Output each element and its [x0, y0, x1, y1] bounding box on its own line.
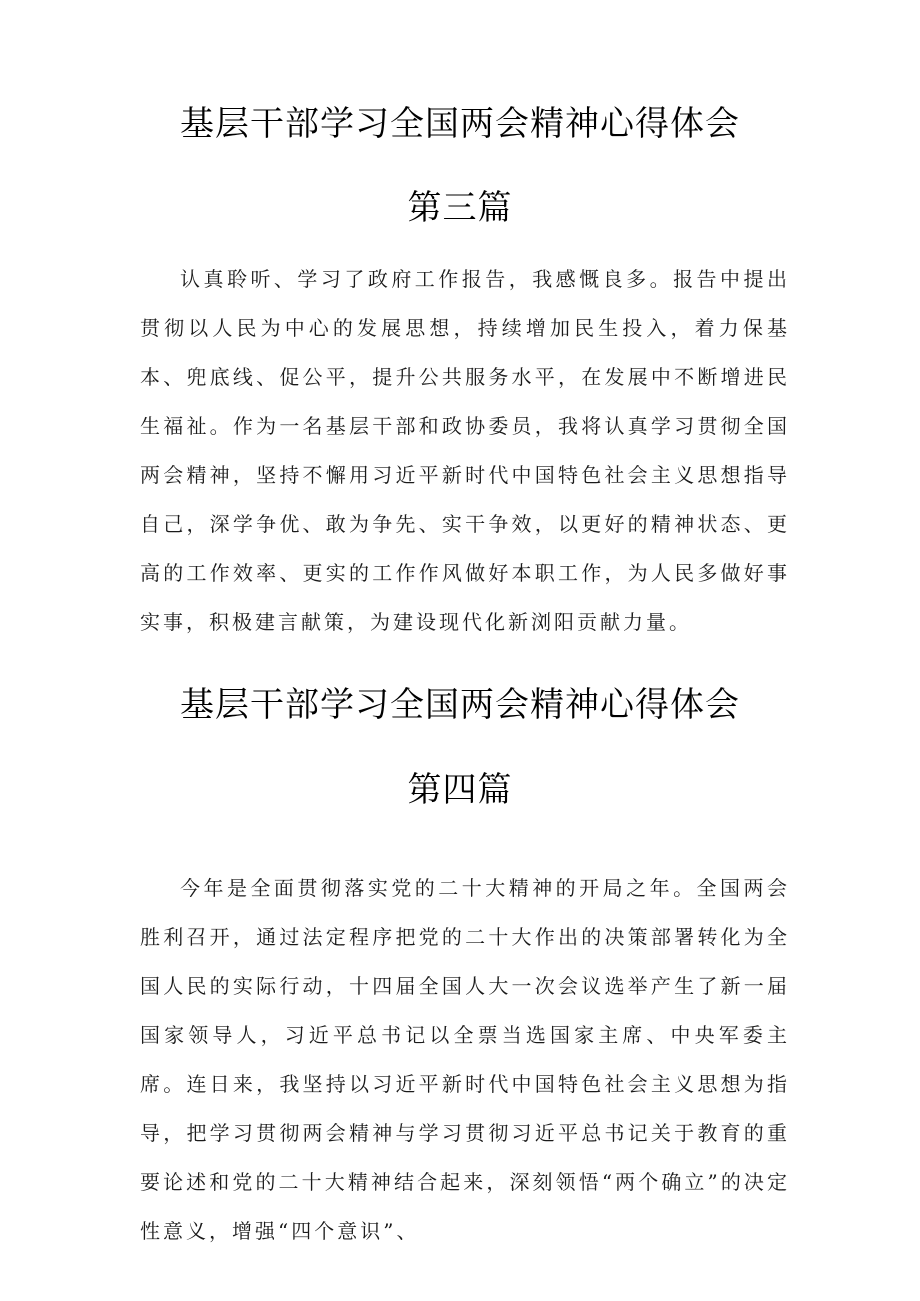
section-title: 基层干部学习全国两会精神心得体会: [180, 685, 740, 725]
section-subtitle: 第四篇: [407, 770, 513, 810]
body-paragraph: 认真聆听、学习了政府工作报告，我感慨良多。报告中提出贯彻以人民为中心的发展思想，持续增加民生投入，着力保基本、兜底线、促公平，提升公共服务水平，在发展中不断增进民生福祉。作为一名基层干部和政协委员，我将认真学习贯彻全国两会精神，坚持不懈用习近平新时代中国特色社会主义思想指导自己，深学争优、敢为争先、实干争效，以更好的精神状态、更高的工作效率、更实的工作作风做好本职工作，为人民多做好事实事，积极建言献策，为建设现代化新浏阳贡献力量。: [140, 267, 790, 634]
section-subtitle: 第三篇: [407, 188, 513, 228]
body-paragraph: 今年是全面贯彻落实党的二十大精神的开局之年。全国两会胜利召开，通过法定程序把党的二十大作出的决策部署转化为全国人民的实际行动，十四届全国人大一次会议选举产生了新一届国家领导人，习近平总书记以全票当选国家主席、中央军委主席。连日来，我坚持以习近平新时代中国特色社会主义思想为指导，把学习贯彻两会精神与学习贯彻习近平总书记关于教育的重要论述和党的二十大精神结合起来，深刻领悟“两个确立”的决定性意义，增强“四个意识”、: [140, 876, 790, 1243]
section-title: 基层干部学习全国两会精神心得体会: [180, 104, 740, 144]
